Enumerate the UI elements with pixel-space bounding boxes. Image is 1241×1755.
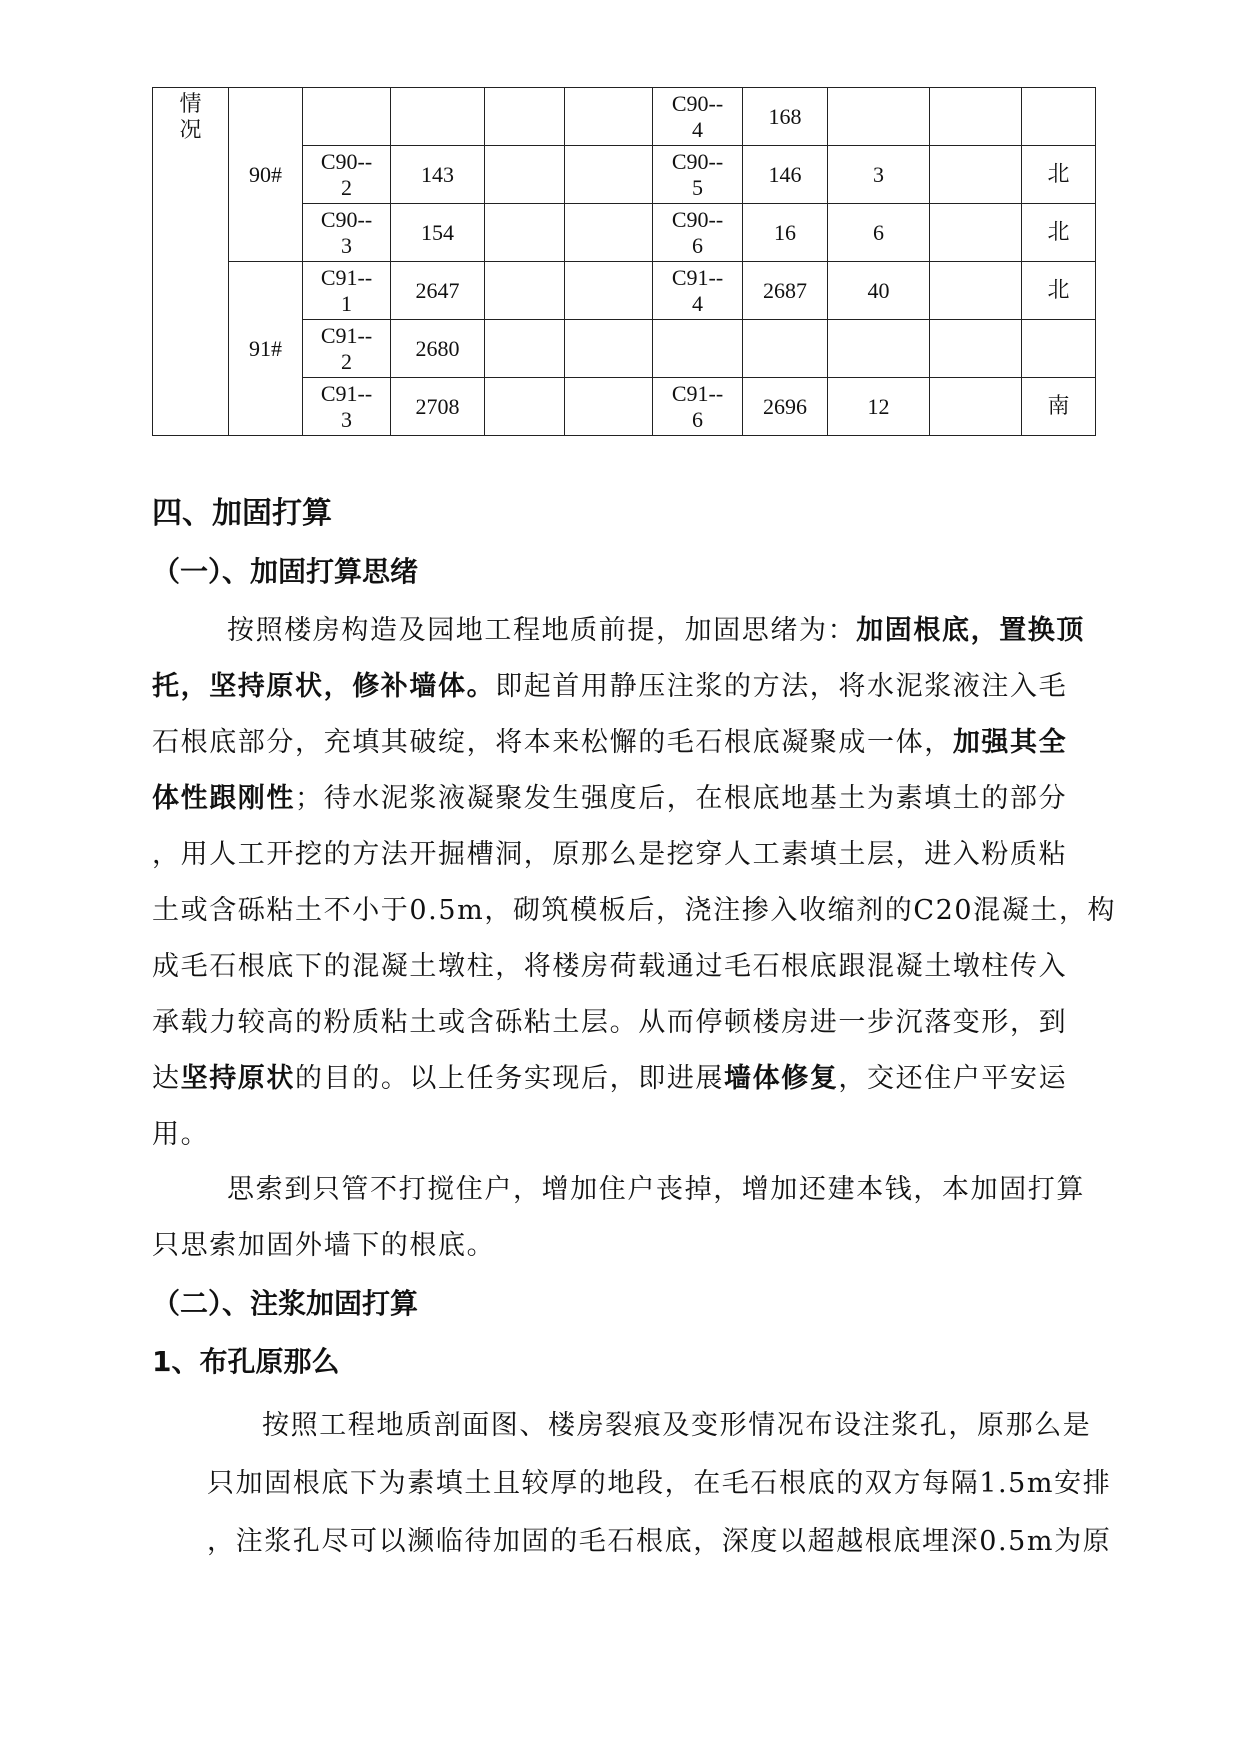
point-code-cell: C90-- 3	[303, 204, 391, 262]
text-line: 用。	[152, 1119, 210, 1150]
text-line: ，用人工开挖的方法开掘槽洞，原那么是挖穿人工素填土层，进入粉质粘	[152, 839, 1068, 870]
direction-cell: 北	[1022, 262, 1096, 320]
point-code-cell	[653, 320, 743, 378]
empty-cell	[930, 262, 1022, 320]
point-code-cell: C90-- 6	[653, 204, 743, 262]
subsubsection-heading: 1、布孔原那么	[152, 1345, 340, 1378]
text-line: 按照工程地质剖面图、楼房裂痕及变形情况布设注浆孔，原那么是	[262, 1410, 1092, 1441]
text-line: 石根底部分，充填其破绽，将本来松懈的毛石根底凝聚成一体，加强其全	[152, 727, 1068, 758]
empty-cell	[565, 378, 653, 436]
point-code-cell: C91-- 6	[653, 378, 743, 436]
emphasis-text: 坚持原状	[180, 1063, 296, 1094]
empty-cell	[485, 146, 565, 204]
building-id-cell: 90#	[229, 88, 303, 262]
direction-cell: 南	[1022, 378, 1096, 436]
text-line: 体性跟刚性；待水泥浆液凝聚发生强度后，在根底地基土为素填土的部分	[152, 783, 1068, 814]
situation-label-cell: 情 况	[153, 88, 229, 436]
text-line: 达坚持原状的目的。以上任务实现后，即进展墙体修复，交还住户平安运	[152, 1063, 1068, 1094]
text-line: 托，坚持原状，修补墙体。即起首用静压注浆的方法，将水泥浆液注入毛	[152, 671, 1068, 702]
text-line: 只加固根底下为素填土且较厚的地段，在毛石根底的双方每隔1.5m安排	[207, 1468, 1112, 1499]
empty-cell	[485, 378, 565, 436]
value-cell: 2696	[743, 378, 828, 436]
difference-cell: 40	[828, 262, 930, 320]
section-heading: 四、加固打算	[152, 496, 332, 531]
empty-cell	[565, 262, 653, 320]
subsection-heading: （一）、加固打算思绪	[152, 555, 419, 588]
empty-cell	[485, 320, 565, 378]
value-cell: 2687	[743, 262, 828, 320]
value-cell: 168	[743, 88, 828, 146]
emphasis-text: 加强其全	[952, 727, 1068, 758]
point-code-cell: C91-- 1	[303, 262, 391, 320]
empty-cell	[565, 204, 653, 262]
scope-paragraph	[152, 1162, 1085, 1274]
text-line: 土或含砾粘土不小于0.5m，砌筑模板后，浇注掺入收缩剂的C20混凝土，构	[152, 895, 1117, 926]
empty-cell	[930, 204, 1022, 262]
value-cell	[743, 320, 828, 378]
empty-cell	[565, 88, 653, 146]
value-cell: 2680	[391, 320, 485, 378]
table-row	[153, 262, 1096, 320]
table-row	[153, 88, 1096, 146]
point-code-cell: C91-- 2	[303, 320, 391, 378]
point-code-cell: C91-- 3	[303, 378, 391, 436]
empty-cell	[485, 262, 565, 320]
difference-cell	[828, 88, 930, 146]
point-code-cell: C90-- 2	[303, 146, 391, 204]
empty-cell	[930, 146, 1022, 204]
point-code-cell: C90-- 5	[653, 146, 743, 204]
subsection-heading: （二）、注浆加固打算	[152, 1287, 419, 1320]
point-code-cell	[303, 88, 391, 146]
difference-cell: 6	[828, 204, 930, 262]
empty-cell	[565, 146, 653, 204]
empty-cell	[930, 320, 1022, 378]
empty-cell	[565, 320, 653, 378]
direction-cell	[1022, 88, 1096, 146]
direction-cell	[1022, 320, 1096, 378]
text-line: 思索到只管不打搅住户，增加住户丧掉，增加还建本钱，本加固打算	[227, 1174, 1085, 1205]
emphasis-text: 墙体修复	[724, 1063, 839, 1094]
value-cell: 2708	[391, 378, 485, 436]
text-line: 成毛石根底下的混凝土墩柱，将楼房荷载通过毛石根底跟混凝土墩柱传入	[152, 951, 1068, 982]
empty-cell	[485, 88, 565, 146]
text-line: 承载力较高的粉质粘土或含砾粘土层。从而停顿楼房进一步沉落变形，到	[152, 1007, 1068, 1038]
empty-cell	[930, 378, 1022, 436]
emphasis-text: 体性跟刚性	[152, 783, 295, 814]
emphasis-text: 加固根底，置换顶	[856, 615, 1086, 646]
value-cell: 2647	[391, 262, 485, 320]
difference-cell: 3	[828, 146, 930, 204]
direction-cell: 北	[1022, 146, 1096, 204]
empty-cell	[930, 88, 1022, 146]
value-cell	[391, 88, 485, 146]
emphasis-text: 托，坚持原状，修补墙体。	[152, 671, 496, 702]
value-cell: 16	[743, 204, 828, 262]
text-line: 按照楼房构造及园地工程地质前提，加固思绪为：加固根底，置换顶	[227, 615, 1086, 646]
text-line: ，注浆孔尽可以濒临待加固的毛石根底，深度以超越根底埋深0.5m为原	[207, 1526, 1112, 1557]
settlement-table	[152, 87, 1096, 436]
point-code-cell: C91-- 4	[653, 262, 743, 320]
difference-cell	[828, 320, 930, 378]
value-cell: 146	[743, 146, 828, 204]
point-code-cell: C90-- 4	[653, 88, 743, 146]
difference-cell: 12	[828, 378, 930, 436]
hole-layout-paragraph	[207, 1397, 1111, 1571]
value-cell: 154	[391, 204, 485, 262]
reinforcement-idea-paragraph	[152, 603, 1116, 1163]
empty-cell	[485, 204, 565, 262]
text-line: 只思索加固外墙下的根底。	[152, 1230, 496, 1261]
direction-cell: 北	[1022, 204, 1096, 262]
building-id-cell: 91#	[229, 262, 303, 436]
value-cell: 143	[391, 146, 485, 204]
